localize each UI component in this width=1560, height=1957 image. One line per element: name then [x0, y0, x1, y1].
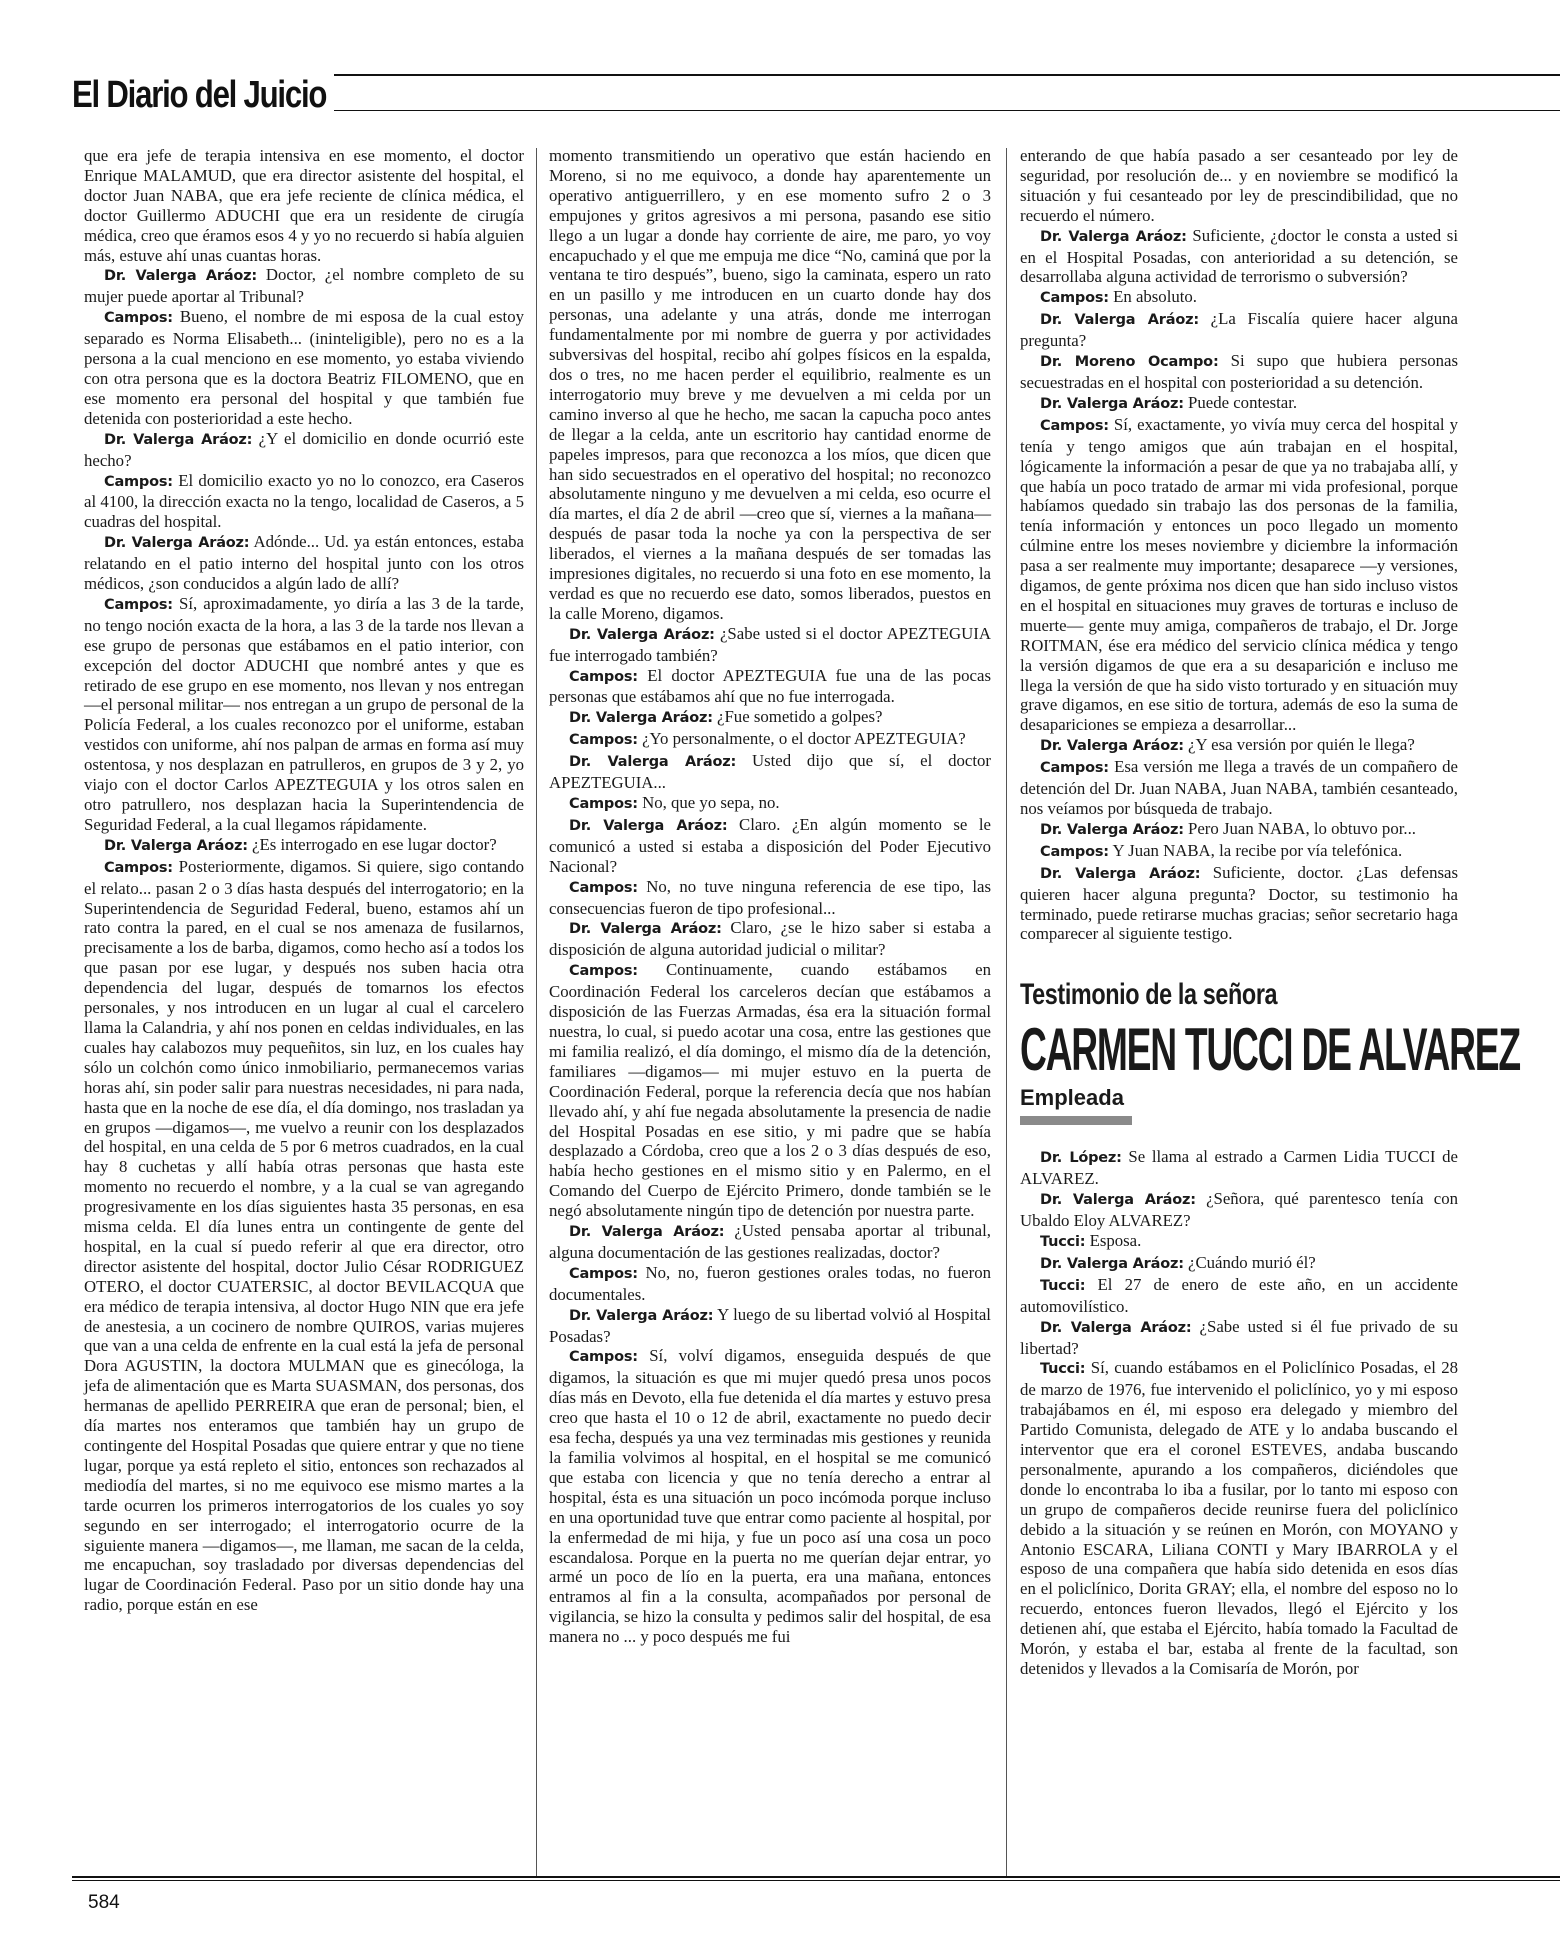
speaker-label: Dr. Valerga Aráoz: [1040, 228, 1187, 245]
paragraph-text: Suficiente, doctor. ¿Las defensas quieren hacer alguna pregunta? Doctor, su testimonio ha terminado, puede retirarse muchas gracias; señor secretario haga comparecer al siguiente testigo. [1020, 862, 1458, 944]
paragraph-text: ¿Sabe usted si el doctor APEZTEGUIA fue interrogado también? [549, 623, 991, 665]
speaker-label: Dr. López: [1040, 1150, 1122, 1167]
speaker-label: Dr. Valerga Aráoz: [1040, 395, 1184, 412]
paragraph [549, 1346, 991, 1647]
speaker-label: Campos: [1040, 760, 1109, 777]
paragraph [1020, 1189, 1458, 1231]
paragraph [549, 1305, 991, 1347]
speaker-label: Campos: [1040, 290, 1109, 307]
speaker-label: Campos: [569, 963, 638, 980]
paragraph [84, 857, 524, 1615]
paragraph-text: ¿Y esa versión por quién le llega? [1183, 735, 1415, 755]
paragraph-text: Usted dijo que sí, el doctor APEZTEGUIA... [549, 751, 991, 793]
paragraph [549, 751, 991, 793]
speaker-label: Tucci: [1040, 1277, 1086, 1294]
masthead [72, 74, 1560, 134]
paragraph [1020, 819, 1458, 841]
paragraph-text: Suficiente, ¿doctor le consta a usted si en el Hospital Posadas, con anterioridad a su detención, se desarrollaba alguna actividad de terrorismo o subversión? [1020, 225, 1458, 287]
paragraph [1020, 757, 1458, 819]
speaker-label: Dr. Valerga Aráoz: [1040, 821, 1184, 838]
speaker-label: Campos: [569, 668, 638, 685]
paragraph-text: No, no, fueron gestiones orales todas, no fueron documentales. [549, 1262, 991, 1304]
paragraph [549, 146, 991, 624]
masthead-title: El Diario del Juicio [72, 74, 327, 116]
speaker-label: Campos: [569, 732, 638, 749]
speaker-label: Dr. Valerga Aráoz: [569, 710, 713, 727]
paragraph [1020, 1317, 1458, 1359]
speaker-label: Campos: [569, 796, 638, 812]
paragraph [1020, 351, 1458, 393]
paragraph-text: ¿La Fiscalía quiere hacer alguna pregunta? [1020, 309, 1458, 351]
speaker-label: Campos: [569, 1349, 638, 1366]
paragraph-text: Pero Juan NABA, lo obtuvo por... [1183, 818, 1416, 838]
paragraph [549, 877, 991, 919]
paragraph-text: No, no tuve ninguna referencia de ese tipo, las consecuencias fueron de tipo profesional... [549, 876, 991, 918]
speaker-label: Dr. Moreno Ocampo: [1040, 354, 1219, 371]
testimony-kicker: Testimonio de la señora [1020, 978, 1278, 1012]
paragraph [84, 146, 524, 265]
paragraph-text: ¿Es interrogado en ese lugar doctor? [247, 834, 497, 854]
paragraph [549, 918, 991, 960]
speaker-label: Dr. Valerga Aráoz: [569, 1307, 714, 1324]
paragraph [84, 835, 524, 857]
new-testimony [1020, 1147, 1458, 1679]
paragraph [549, 624, 991, 666]
paragraph-text: Bueno, el nombre de mi esposa de la cual estoy separado es Norma Elisabeth... (ininteligible), pero no es a la persona a la cual menciono en ese momento, yo estaba viviendo con otra persona que es la doctora Beatriz FILOMENO, que en ese momento era personal del hospital y que también fue detenida con posterioridad a este hecho. [84, 307, 524, 428]
paragraph [549, 729, 991, 751]
paragraph [1020, 287, 1458, 309]
speaker-label: Campos: [104, 596, 173, 613]
page-number: 584 [88, 1892, 120, 1913]
paragraph-text: Posteriormente, digamos. Si quiere, sigo contando el relato... pasan 2 o 3 días hasta después del interrogatorio; en la Superintendencia de Seguridad Federal, bueno, estamos ahí un rato contra la pared, en el cual se nos amenaza de fusilarnos, precisamente a los de barba, digamos, como hecho así a todos los que pasan por ese lugar, y después nos suben hacia otra dependencia del lugar, después de tomarnos los efectos personales, y nos introducen en un lugar al cual el carcelero llama la Calandria, y ahí nos ponen en celdas individuales, en las cuales hay calabozos muy pequeñitos, sin luz, en los cuales hay sólo un colchón como único inmobiliario, permanecemos varias horas ahí, sin poder salir para nuestras necesidades, ni para nada, hasta que en la noche de ese día, el día domingo, nos trasladan ya en grupos —digamos—, me vuelvo a reunir con los desplazados del hospital, en una celda de 5 por 6 metros cuadrados, en la cual hay 8 cuchetas y allí había otras personas que hasta este momento no recuerdo el nombre, y a la cual se van agregando progresivamente en los días siguientes hasta 35 personas, en esa misma celda. El día lunes entra un contingente de gente del hospital, en la cual sí puedo referir al que era director, otro director asistente del hospital, doctor Julio César RODRIGUEZ OTERO, el doctor CUATERSIC, al doctor BEVILACQUA que era médico de terapia intensiva, al doctor Hugo NIN que era jefe de anestesia, a un cocinero de nombre QUIROS, varias mujeres que van a una celda de enfrente en la cual está la jefa de personal Dora AGUSTIN, la doctora MULMAN que es ginecóloga, la jefa de alimentación que es Marta SUASMAN, dos personas, dos hermanas de apellido PERREIRA que eran de personal; bien, el día martes nos enteramos que también hay un grupo de contingente del Hospital Posadas que quiere entrar y que no tiene lugar, porque ya está repleto el sitio, entonces son rechazados al mediodía del martes, si no me equivoco ese mismo martes a la tarde ocurren los primeros interrogatorios de los cuales yo soy segundo en ser interrogado; el interrogatorio ocurre de la siguiente manera —digamos—, me llaman, me sacan de la celda, me encapuchan, soy trasladado por diversas dependencias del lugar de Coordinación Federal. Paso por un sitio donde hay una radio, porque están en ese [84, 856, 524, 1615]
column-divider [1006, 148, 1007, 1878]
speaker-label: Dr. Valerga Aráoz: [104, 431, 253, 448]
witness-occupation: Empleada [1020, 1085, 1124, 1111]
speaker-label: Dr. Valerga Aráoz: [1040, 312, 1199, 329]
paragraph-text: Sí, exactamente, yo vivía muy cerca del hospital y tenía y tengo amigos que aún trabajan en el hospital, lógicamente la información a pesar de que ya no trabajaba allí, y que había un poco tratado de armar mi vida profesional, porque habíamos quedado sin trabajo las dos personas de la familia, tenía información y entonces un poco llegado un momento cúlmine entre los meses noviembre y diciembre la información pasa a ser realmente muy importante; desaparece —y versiones, digamos, de gente próxima nos dicen que han sido incluso vistos en el hospital en situaciones muy graves de torturas e incluso de muerte— gente muy amiga, compañeros de trabajo, el Dr. Jorge ROITMAN, ése era médico del servicio clínica médica y tengo la versión digamos de que era a su desaparición e incluso me llega la versión de que ha sido visto torturado y en situación muy grave digamos, en ese sitio de tortura, además de eso la suma de desapariciones se empieza a desarrollar... [1020, 414, 1458, 735]
paragraph [1020, 146, 1458, 226]
speaker-label: Dr. Valerga Aráoz: [104, 837, 248, 854]
testimony-header [1020, 978, 1520, 1125]
paragraph-text: El 27 de enero de este año, en un accidente automovilístico. [1020, 1274, 1458, 1316]
paragraph-text: Sí, aproximadamente, yo diría a las 3 de la tarde, no tengo noción exacta de la hora, a las 3 de la tarde nos llevan a ese grupo de personas que estábamos en el patio interior, con excepción del doctor ADUCHI que nombré antes y que es retirado de ese grupo en ese momento, nos llevan y nos entregan —el personal militar— nos entregan a un grupo de personal de la Policía Federal, a los cuales reconozco por el uniforme, estaban vestidos con uniforme, ahí nos palpan de armas en forma así muy ostentosa, y nos desplazan en patrulleros, en grupos de 3 y 2, yo viajo con el doctor Carlos APEZTEGUIA y los otros salen en otro patrullero, nos desplazan hacia la Superintendencia de Seguridad Federal, a la cual llegamos rápidamente. [84, 593, 524, 834]
paragraph [84, 307, 524, 428]
speaker-label: Campos: [569, 879, 638, 896]
paragraph-text: Sí, volví digamos, enseguida después de que digamos, la situación es que mi mujer quedó presa unos pocos días más en Devoto, ella fue detenida el día martes y estuvo presa creo que hasta el 10 o 12 de abril, exactamente no puedo decir esa fecha, después ya una vez terminadas mis gestiones y reunida la familia volvimos al hospital, en el hospital se me comunicó que estaba con licencia y que no tenía derecho a entrar al hospital, ésta es una situación un poco incómoda porque incluso en una oportunidad tuve que entrar como paciente al hospital, por la enfermedad de mi hija, y fue un poco así una cosa un poco escandalosa. Porque en la puerta no me querían dejar entrar, yo armé un poco de lío en la puerta, era una mañana, entonces entramos al fin a la consulta, acompañados por personal de vigilancia, se hizo la consulta y pedimos salir del hospital, de esa manera no ... y poco después me fui [549, 1346, 991, 1647]
paragraph [84, 265, 524, 307]
paragraph-text: Continuamente, cuando estábamos en Coordinación Federal los carceleros decían que estábamos a disposición de las Fuerzas Armadas, ésa era la situación formal nuestra, lo cual, si puedo acotar una cosa, entre las gestiones que mi familia realizó, el día domingo, el mismo día de la detención, familiares —digamos— mi mujer estuvo en la puerta de Coordinación Federal, porque la referencia decía que nos habían llevado ahí, y ahí fue negada absolutamente la presencia de nadie del Hospital Posadas en ese sitio, y mi padre que se había desplazado a Córdoba, creo que a los 2 o 3 días después de eso, había hecho gestiones en el mismo sitio y en Palermo, en el Comando del Cuerpo de Ejército Primero, donde también se le negó absolutamente ningún tipo de detención por nuestra parte. [549, 960, 991, 1221]
paragraph [1020, 1358, 1458, 1679]
paragraph-text: ¿Sabe usted si él fue privado de su libertad? [1020, 1316, 1458, 1358]
speaker-label: Campos: [104, 859, 173, 876]
decorative-bar [1020, 1116, 1132, 1125]
paragraph [84, 471, 524, 533]
speaker-label: Dr. Valerga Aráoz: [1040, 1255, 1184, 1272]
testimony-continuation [1020, 146, 1458, 944]
paragraph-text: Se llama al estrado a Carmen Lidia TUCCI de ALVAREZ. [1020, 1147, 1458, 1189]
text-column-3 [1020, 146, 1520, 1679]
paragraph-text: ¿Fue sometido a golpes? [712, 707, 883, 727]
paragraph-text: ¿Yo personalmente, o el doctor APEZTEGUIA? [637, 729, 966, 749]
paragraph-text: ¿Cuándo murió él? [1183, 1252, 1316, 1272]
masthead-rule-top [334, 74, 1560, 76]
paragraph-text: Esa versión me llega a través de un compañero de detención del Dr. Juan NABA, Juan NABA, también cesanteado, nos veíamos por búsqueda de trabajo. [1020, 757, 1458, 818]
text-column-2 [549, 146, 991, 1647]
paragraph [549, 793, 991, 815]
paragraph [84, 532, 524, 594]
paragraph-text: ¿Usted pensaba aportar al tribunal, alguna documentación de las gestiones realizadas, doctor? [549, 1221, 991, 1262]
paragraph-text: Claro, ¿se le hizo saber si estaba a disposición de alguna autoridad judicial o militar? [549, 918, 991, 960]
paragraph [1020, 863, 1458, 945]
paragraph-text: Y luego de su libertad volvió al Hospital Posadas? [549, 1304, 991, 1346]
masthead-rule-bottom [334, 110, 1560, 111]
speaker-label: Dr. Valerga Aráoz: [1040, 1192, 1196, 1209]
paragraph [1020, 226, 1458, 288]
paragraph [1020, 1253, 1458, 1275]
paragraph-text: ¿Y el domicilio en donde ocurrió este hecho? [84, 428, 524, 470]
paragraph-text: Si supo que hubiera personas secuestradas en el hospital con posterioridad a su detención. [1020, 351, 1458, 392]
speaker-label: Campos: [104, 310, 173, 327]
paragraph-text: El doctor APEZTEGUIA fue una de las pocas personas que estábamos ahí que no fue interrogada. [549, 665, 991, 707]
speaker-label: Tucci: [1040, 1233, 1086, 1250]
paragraph-text: Esposa. [1085, 1230, 1142, 1250]
paragraph [1020, 1147, 1458, 1189]
paragraph-text: Sí, cuando estábamos en el Policlínico Posadas, el 28 de marzo de 1976, fue intervenido el policlínico, yo y mi esposo trabajábamos en él, mi esposo era delegado y miembro del Partido Comunista, delegado de ATE y lo andaba buscando el interventor que era el coronel ESTEVES, andaba buscando personalmente, apurando a los compañeros, diciéndoles que donde lo encontraba lo iba a fusilar, por lo tanto mi esposo con un grupo de compañeros decide reunirse fuera del policlínico debido a la situación y se reúnen en Morón, con MOYANO y Antonio ESCARA, Liliana CONTI y Mary IBARROLA y el esposo de una compañera que había sido detenida en esos días en el policlínico, Dorita GRAY; ella, el nombre del esposo no lo recuerdo, entonces fueron llevados, llegó el Ejército y los detienen ahí, que estaba el Ejército, había tomado la Facultad de Morón, y estaba el bar, estaba al frente de la facultad, son detenidos y llevados a la Comisaría de Morón, por [1020, 1358, 1458, 1678]
witness-name: CARMEN TUCCI DE ALVAREZ [1020, 1016, 1520, 1084]
speaker-label: Dr. Valerga Aráoz: [569, 921, 722, 938]
paragraph-text: Doctor, ¿el nombre completo de su mujer puede aportar al Tribunal? [84, 265, 524, 307]
paragraph [1020, 309, 1458, 351]
speaker-label: Dr. Valerga Aráoz: [1040, 865, 1201, 882]
paragraph [84, 594, 524, 835]
speaker-label: Dr. Valerga Aráoz: [104, 535, 250, 552]
paragraph [549, 1263, 991, 1305]
speaker-label: Campos: [104, 473, 173, 490]
paragraph-text: Adónde... Ud. ya están entonces, estaba relatando en el patio interno del hospital junto con los otros médicos, ¿son conducidos a algún lado de allí? [84, 532, 524, 594]
speaker-label: Dr. Valerga Aráoz: [569, 1224, 725, 1241]
paragraph-text: Y Juan NABA, la recibe por vía telefónica. [1108, 840, 1403, 860]
footer-rule [72, 1876, 1560, 1878]
speaker-label: Tucci: [1040, 1361, 1086, 1378]
paragraph-text: Puede contestar. [1183, 392, 1298, 412]
paragraph [549, 707, 991, 729]
speaker-label: Dr. Valerga Aráoz: [569, 817, 728, 834]
paragraph-text: momento transmitiendo un operativo que están haciendo en Moreno, si no me equivoco, a donde hay aparentemente un operativo antiguerrillero, y en ese momento sufro 2 o 3 empujones y gritos agresivos a mi persona, pasando ese sitio llego a un lugar a donde hay corriente de aire, me paro, yo voy encapuchado y el que me empuja me dice “No, caminá que por la ventana te tiro después”, bueno, sigo la caminata, espero un rato en un pasillo y me introducen en un cuarto donde hay dos personas, una adelante y una atrás, donde me interrogan fundamentalmente por mi nombre de guerra y por actividades subversivas del hospital, recibo ahí golpes físicos en la espalda, dos o tres, no me hacen perder el equilibrio, realmente es un interrogatorio muy breve y me devuelven a mi celda por un camino inverso al que he hecho, me sacan la capucha poco antes de llegar a la celda, ante un escritorio hay cantidad enorme de papeles impresos, para que reconozca a los míos, que dicen que han sido secuestrados en el operativo del hospital; no reconozco absolutamente ninguno y me devuelven a mi celda, eso ocurre el día martes, el día 2 de abril —creo que sí, viernes a la mañana— después de pasar toda la noche ya con la perspectiva de ser liberados, el viernes a la mañana después de ser tomadas las impresiones digitales, no recuerdo si una foto en ese momento, la verdad es que no recuerdo ese dato, somos liberados, puestos en la calle Moreno, digamos. [549, 146, 991, 623]
speaker-label: Dr. Valerga Aráoz: [1040, 738, 1184, 755]
paragraph [1020, 393, 1458, 415]
paragraph [549, 960, 991, 1221]
paragraph [1020, 1231, 1458, 1253]
paragraph-text: que era jefe de terapia intensiva en ese momento, el doctor Enrique MALAMUD, que era director asistente del hospital, el doctor Juan NABA, que era jefe reciente de clínica médica, el doctor Guillermo ADUCHI que era un residente de cirugía médica, creo que éramos esos 4 y yo no recuerdo si había alguien más, estuve ahí unas cuantas horas. [84, 146, 524, 265]
paragraph [84, 429, 524, 471]
footer-rule [72, 1880, 1560, 1881]
column-divider [536, 148, 537, 1878]
paragraph [549, 666, 991, 708]
paragraph [1020, 1275, 1458, 1317]
speaker-label: Campos: [1040, 843, 1109, 860]
paragraph [1020, 735, 1458, 757]
speaker-label: Campos: [1040, 417, 1109, 434]
speaker-label: Campos: [569, 1265, 638, 1282]
paragraph-text: Claro. ¿En algún momento se le comunicó a usted si estaba a disposición del Poder Ejecutivo Nacional? [549, 814, 991, 876]
speaker-label: Dr. Valerga Aráoz: [569, 626, 715, 643]
paragraph [549, 815, 991, 877]
paragraph [549, 1221, 991, 1263]
paragraph-text: enterando de que había pasado a ser cesanteado por ley de seguridad, por resolución de... y en noviembre se modificó la situación y fui cesanteado por ley de prescindibilidad, que no recuerdo el número. [1020, 146, 1458, 225]
paragraph [1020, 841, 1458, 863]
text-column-1 [84, 146, 524, 1615]
paragraph-text: El domicilio exacto yo no lo conozco, era Caseros al 4100, la dirección exacta no la tengo, localidad de Caseros, a 5 cuadras del hospital. [84, 470, 524, 532]
paragraph [1020, 415, 1458, 736]
paragraph-text: No, que yo sepa, no. [637, 793, 780, 812]
paragraph-text: ¿Señora, qué parentesco tenía con Ubaldo Eloy ALVAREZ? [1020, 1189, 1458, 1231]
speaker-label: Dr. Valerga Aráoz: [104, 268, 258, 285]
paragraph-text: En absoluto. [1108, 287, 1197, 307]
speaker-label: Dr. Valerga Aráoz: [1040, 1319, 1192, 1336]
speaker-label: Dr. Valerga Aráoz: [569, 754, 737, 771]
